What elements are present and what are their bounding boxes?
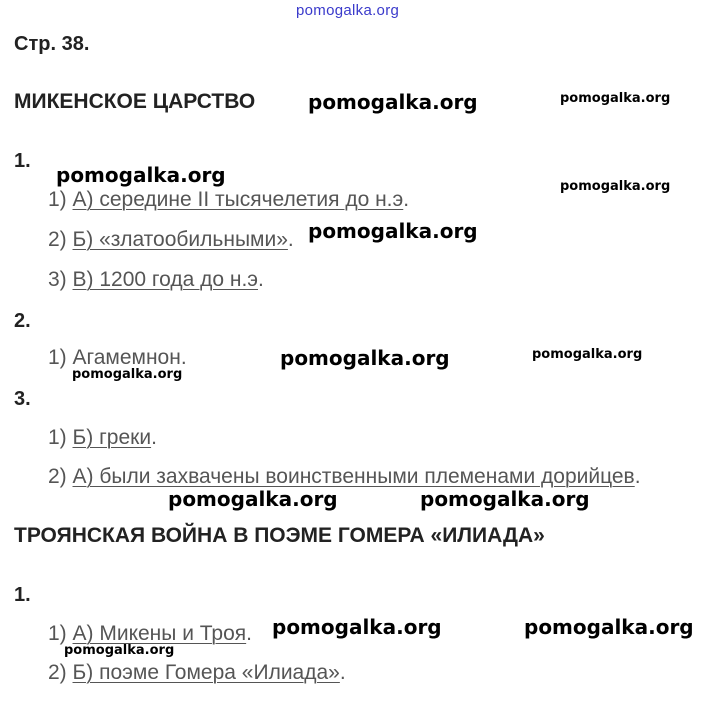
answer-choice: Б) поэме Гомера «Илиада»: [72, 661, 340, 684]
answer-choice: В) 1200 года до н.э: [72, 268, 258, 291]
watermark: pomogalka.org: [272, 615, 442, 639]
answer-line: [48, 426, 157, 450]
answer-suffix: .: [246, 622, 252, 645]
answer-prefix: 3): [48, 268, 73, 291]
answer-line: [48, 268, 264, 292]
page-label: Стр. 38.: [14, 33, 90, 55]
answer-suffix: .: [151, 426, 157, 449]
answer-suffix: .: [258, 268, 264, 291]
answer-prefix: 1): [48, 622, 73, 645]
answer-choice: А) были захвачены воинственными племенами дорийцев: [72, 465, 635, 488]
answer-prefix: 1): [48, 188, 73, 211]
answer-suffix: .: [339, 661, 346, 684]
watermark: pomogalka.org: [72, 367, 183, 382]
answer-suffix: .: [403, 188, 410, 211]
answer-prefix: 2): [48, 465, 73, 488]
watermark: pomogalka.org: [308, 219, 478, 243]
question-number: 3.: [14, 388, 31, 410]
answer-line: [48, 465, 641, 489]
answer-suffix: .: [634, 465, 641, 488]
answer-suffix: .: [287, 228, 294, 251]
section-title-mycenaean-kingdom: МИКЕНСКОЕ ЦАРСТВО: [14, 90, 256, 113]
watermark: pomogalka.org: [64, 643, 175, 658]
answer-line: [48, 188, 409, 212]
answer-line: [48, 228, 294, 252]
answer-choice: Б) «златообильными»: [72, 228, 288, 251]
watermark: pomogalka.org: [524, 615, 694, 639]
answer-choice: А) середине II тысячелетия до н.э: [72, 188, 404, 211]
section-title-trojan-war: ТРОЯНСКАЯ ВОЙНА В ПОЭМЕ ГОМЕРА «ИЛИАДА»: [14, 524, 545, 547]
watermark: pomogalka.org: [560, 179, 671, 194]
answer-prefix: 1): [48, 346, 73, 369]
answer-choice: А) Микены и Троя: [72, 622, 247, 645]
question-number: 1.: [14, 150, 31, 172]
watermark: pomogalka.org: [280, 346, 450, 370]
watermark: pomogalka.org: [308, 90, 478, 114]
watermark: pomogalka.org: [420, 487, 590, 511]
question-number: 2.: [14, 310, 31, 332]
watermark: pomogalka.org: [532, 347, 643, 362]
answer-text: Агамемнон.: [72, 346, 187, 369]
question-number: 1.: [14, 584, 31, 606]
watermark: pomogalka.org: [168, 487, 338, 511]
answer-choice: Б) греки: [72, 426, 152, 449]
header-watermark: pomogalka.org: [296, 2, 400, 19]
answer-prefix: 1): [48, 426, 73, 449]
answer-prefix: 2): [48, 228, 73, 251]
answer-line: [48, 661, 346, 685]
watermark: pomogalka.org: [56, 163, 226, 187]
answer-prefix: 2): [48, 661, 73, 684]
watermark: pomogalka.org: [560, 91, 671, 106]
